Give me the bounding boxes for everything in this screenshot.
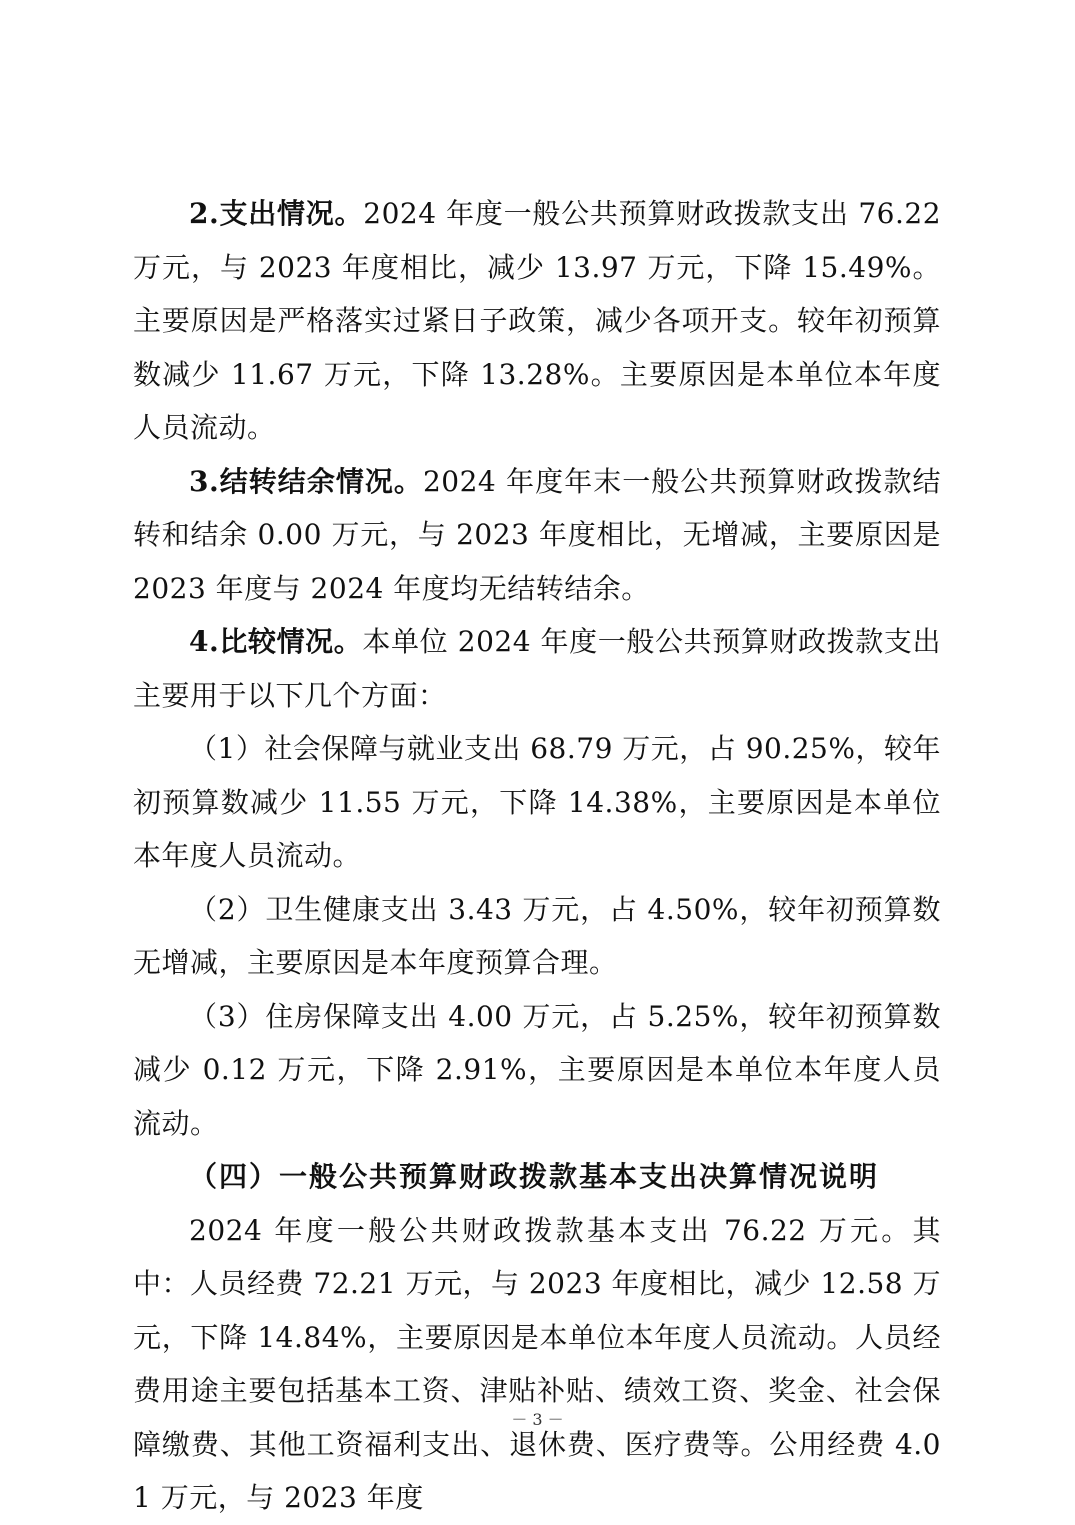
page-number: － 3 － xyxy=(511,1410,564,1429)
paragraph-expenditure xyxy=(133,187,941,455)
paragraph-text-carryover: 2024 年度年末一般公共预算财政拨款结转和结余 0.00 万元，与 2023 年度相比，无增减，主要原因是 2023 年度与 2024 年度均无结转结余。 xyxy=(133,464,942,605)
paragraph-item-housing: （3）住房保障支出 4.00 万元，占 5.25%，较年初预算数减少 0.12 万元，下降 2.91%，主要原因是本单位本年度人员流动。 xyxy=(133,999,941,1140)
paragraph-text-expenditure: 2024 年度一般公共预算财政拨款支出 76.22 万元，与 2023 年度相比，减少 13.97 万元，下降 15.49%。主要原因是严格落实过紧日子政策，减少各项开支。较年初预算数减少 11.67 万元，下降 13.28%。主要原因是本单位本年度人员流动。 xyxy=(133,197,942,444)
paragraph-text-comparison: 本单位 2024 年度一般公共预算财政拨款支出主要用于以下几个方面： xyxy=(133,625,942,712)
paragraph-item-social-security: （1）社会保障与就业支出 68.79 万元，占 90.25%，较年初预算数减少 11.55 万元，下降 14.38%，主要原因是本单位本年度人员流动。 xyxy=(133,732,941,872)
paragraph-comparison xyxy=(133,615,941,722)
paragraph-basic-expenditure: 2024 年度一般公共财政拨款基本支出 76.22 万元。其中：人员经费 72.21 万元，与 2023 年度相比，减少 12.58 万元，下降 14.84%，主要原因是本单位本年度人员流动。人员经费用途主要包括基本工资、津贴补贴、绩效工资、奖金、社会保障缴费、其他工资福利支出、退休费、医疗费等。公用经费 4.01 万元，与 2023 年度 xyxy=(133,1213,941,1514)
paragraph-carryover xyxy=(133,455,941,616)
document-body xyxy=(133,187,941,1525)
paragraph-lead-expenditure: 2.支出情况。 xyxy=(189,197,364,230)
paragraph-item-health: （2）卫生健康支出 3.43 万元，占 4.50%，较年初预算数无增减，主要原因是本年度预算合理。 xyxy=(133,892,941,979)
section-heading: （四）一般公共预算财政拨款基本支出决算情况说明 xyxy=(189,1160,880,1193)
paragraph-lead-comparison: 4.比较情况。 xyxy=(189,625,363,658)
paragraph-lead-carryover: 3.结转结余情况。 xyxy=(189,464,423,498)
